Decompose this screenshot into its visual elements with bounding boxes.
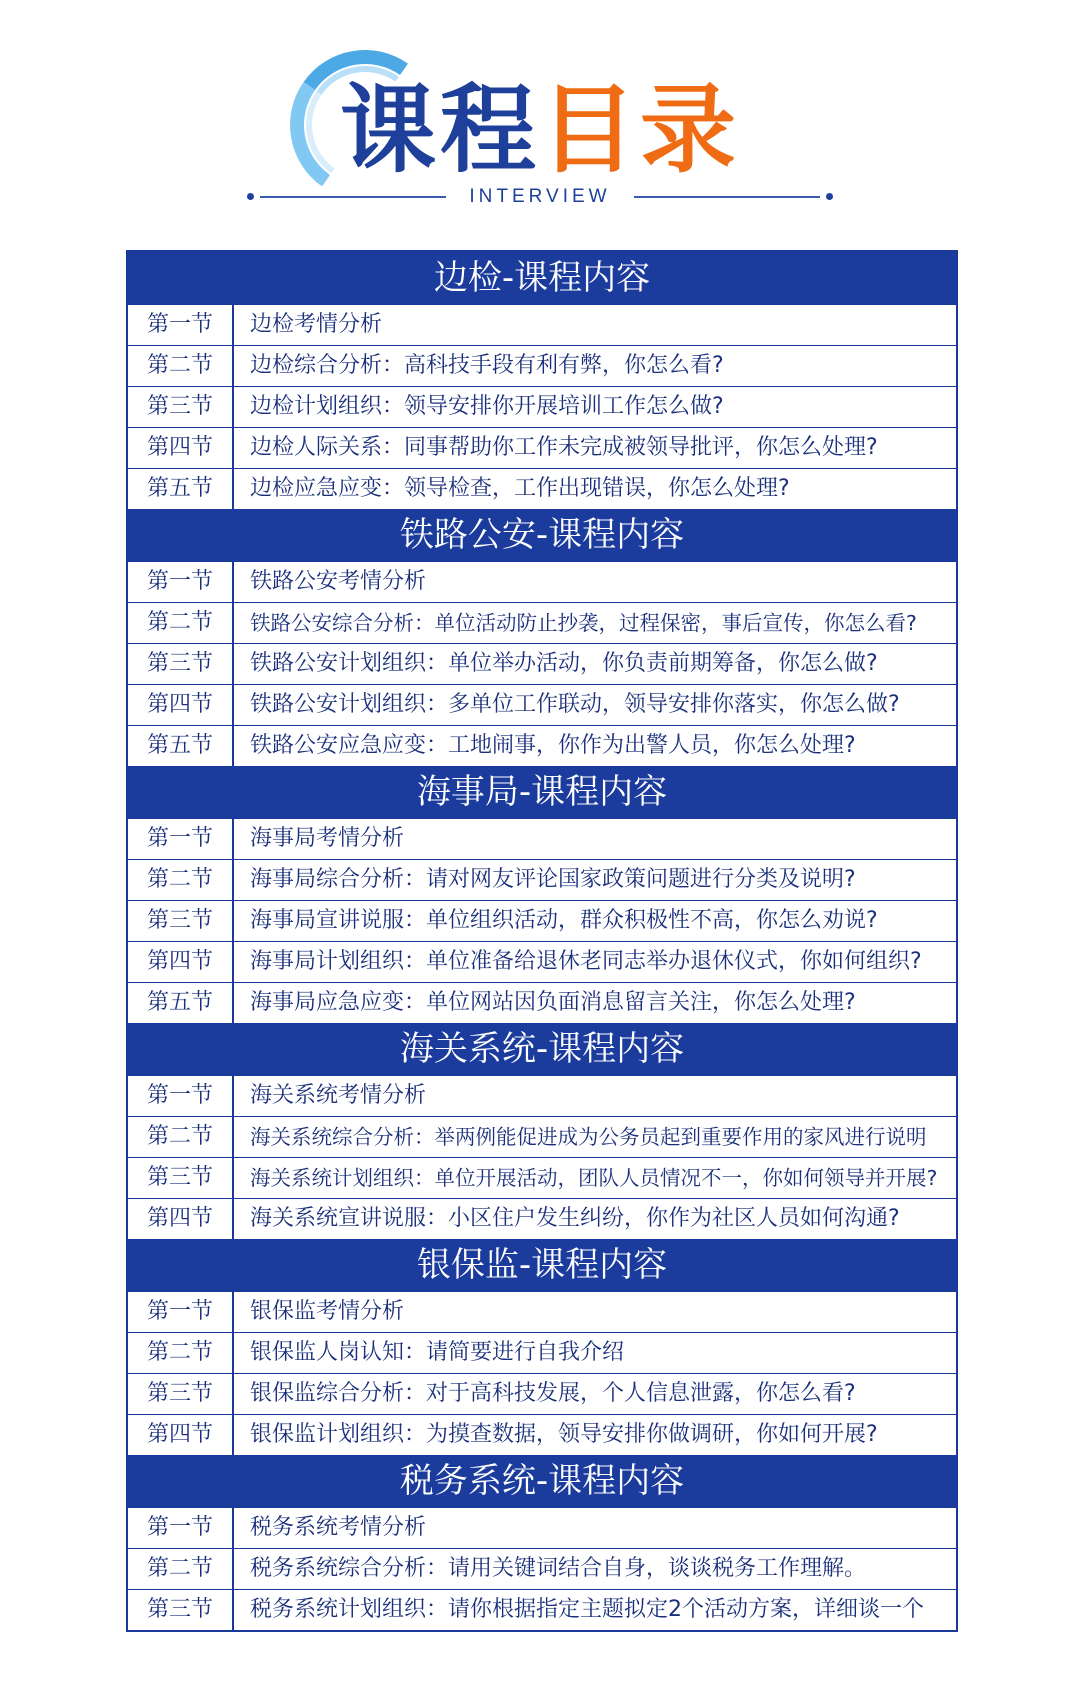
table-row (128, 1414, 956, 1455)
table-row (128, 900, 956, 941)
section-number: 第一节 (128, 1508, 234, 1548)
section-number: 第一节 (128, 305, 234, 345)
section-number: 第二节 (128, 1549, 234, 1589)
table-row (128, 1198, 956, 1239)
lesson-topic: 海事局应急应变：单位网站因负面消息留言关注，你怎么处理? (250, 990, 856, 1015)
lesson-topic: 边检综合分析：高科技手段有利有弊，你怎么看? (250, 353, 724, 378)
lesson-topic: 银保监人岗认知：请简要进行自我介绍 (250, 1340, 625, 1365)
lesson-topic: 海事局宣讲说服：单位组织活动，群众积极性不高，你怎么劝说? (250, 908, 878, 933)
lesson-topic: 边检考情分析 (250, 312, 383, 337)
section-number: 第一节 (128, 1076, 234, 1116)
subtitle: INTERVIEW (469, 186, 611, 207)
section-number: 第一节 (128, 1292, 234, 1332)
section-number: 第四节 (128, 942, 234, 982)
section-number: 第三节 (128, 387, 234, 427)
lesson-topic: 海事局综合分析：请对网友评论国家政策问题进行分类及说明? (250, 867, 856, 892)
page-title (0, 74, 1080, 186)
lesson-topic: 边检应急应变：领导检查，工作出现错误，你怎么处理? (250, 476, 790, 501)
section-number: 第五节 (128, 469, 234, 509)
table-row (128, 345, 956, 386)
lesson-topic: 海事局计划组织：单位准备给退休老同志举办退休仪式，你如何组织? (250, 949, 922, 974)
table-row (128, 1373, 956, 1414)
table-row (128, 1548, 956, 1589)
section-number: 第二节 (128, 1333, 234, 1373)
section-number: 第二节 (128, 1117, 234, 1157)
section-number: 第五节 (128, 726, 234, 766)
section-number: 第三节 (128, 1374, 234, 1414)
section-number: 第三节 (128, 644, 234, 684)
lesson-topic: 海关系统综合分析：举两例能促进成为公务员起到重要作用的家风进行说明 (250, 1125, 927, 1149)
lesson-topic: 税务系统计划组织：请你根据指定主题拟定2个活动方案，详细谈一个 (250, 1597, 924, 1622)
title-part-2: 目录 (540, 74, 740, 186)
lesson-topic: 铁路公安应急应变：工地闹事，你作为出警人员，你怎么处理? (250, 733, 856, 758)
section-title: 银保监-课程内容 (128, 1239, 956, 1291)
title-part-1: 课程 (340, 74, 540, 186)
section-number: 第四节 (128, 1199, 234, 1239)
table-row (128, 982, 956, 1023)
table-row (128, 1332, 956, 1373)
lesson-topic: 边检人际关系：同事帮助你工作未完成被领导批评，你怎么处理? (250, 435, 878, 460)
table-row (128, 304, 956, 345)
lesson-topic: 银保监综合分析：对于高科技发展，个人信息泄露，你怎么看? (250, 1381, 856, 1406)
section-number: 第五节 (128, 983, 234, 1023)
lesson-topic: 铁路公安综合分析：单位活动防止抄袭，过程保密，事后宣传，你怎么看? (250, 611, 917, 635)
table-row (128, 1116, 956, 1157)
table-row (128, 1589, 956, 1630)
section-number: 第三节 (128, 1158, 234, 1198)
lesson-topic: 海关系统宣讲说服：小区住户发生纠纷，你作为社区人员如何沟通? (250, 1206, 900, 1231)
section-title: 边检-课程内容 (128, 252, 956, 304)
lesson-topic: 海事局考情分析 (250, 826, 405, 851)
lesson-topic: 税务系统考情分析 (250, 1515, 427, 1540)
lesson-topic: 海关系统计划组织：单位开展活动，团队人员情况不一，你如何领导并开展? (250, 1166, 938, 1190)
section-title: 海关系统-课程内容 (128, 1023, 956, 1075)
table-row (128, 1075, 956, 1116)
section-number: 第一节 (128, 819, 234, 859)
section-number: 第二节 (128, 603, 234, 643)
section-number: 第四节 (128, 428, 234, 468)
lesson-topic: 铁路公安计划组织：单位举办活动，你负责前期筹备，你怎么做? (250, 651, 878, 676)
table-row (128, 941, 956, 982)
lesson-topic: 边检计划组织：领导安排你开展培训工作怎么做? (250, 394, 724, 419)
lesson-topic: 铁路公安考情分析 (250, 569, 427, 594)
section-number: 第二节 (128, 346, 234, 386)
section-number: 第四节 (128, 1415, 234, 1455)
table-row (128, 725, 956, 766)
table-row (128, 1507, 956, 1548)
section-number: 第三节 (128, 1590, 234, 1630)
section-number: 第二节 (128, 860, 234, 900)
table-row (128, 468, 956, 509)
section-title: 铁路公安-课程内容 (128, 509, 956, 561)
table-row (128, 386, 956, 427)
table-row (128, 602, 956, 643)
lesson-topic: 海关系统考情分析 (250, 1083, 427, 1108)
section-number: 第一节 (128, 562, 234, 602)
table-row (128, 859, 956, 900)
right-rule (634, 196, 820, 198)
lesson-topic: 铁路公安计划组织：多单位工作联动，领导安排你落实，你怎么做? (250, 692, 900, 717)
table-row (128, 684, 956, 725)
table-row (128, 643, 956, 684)
section-title: 海事局-课程内容 (128, 766, 956, 818)
course-table (126, 250, 958, 1632)
lesson-topic: 税务系统综合分析：请用关键词结合自身，谈谈税务工作理解。 (250, 1556, 867, 1581)
section-title: 税务系统-课程内容 (128, 1455, 956, 1507)
header (0, 0, 1080, 230)
table-row (128, 427, 956, 468)
table-row (128, 1291, 956, 1332)
section-number: 第三节 (128, 901, 234, 941)
table-row (128, 1157, 956, 1198)
lesson-topic: 银保监计划组织：为摸查数据，领导安排你做调研，你如何开展? (250, 1422, 878, 1447)
table-row (128, 818, 956, 859)
table-row (128, 561, 956, 602)
lesson-topic: 银保监考情分析 (250, 1299, 405, 1324)
section-number: 第四节 (128, 685, 234, 725)
right-dot-icon (826, 193, 833, 200)
